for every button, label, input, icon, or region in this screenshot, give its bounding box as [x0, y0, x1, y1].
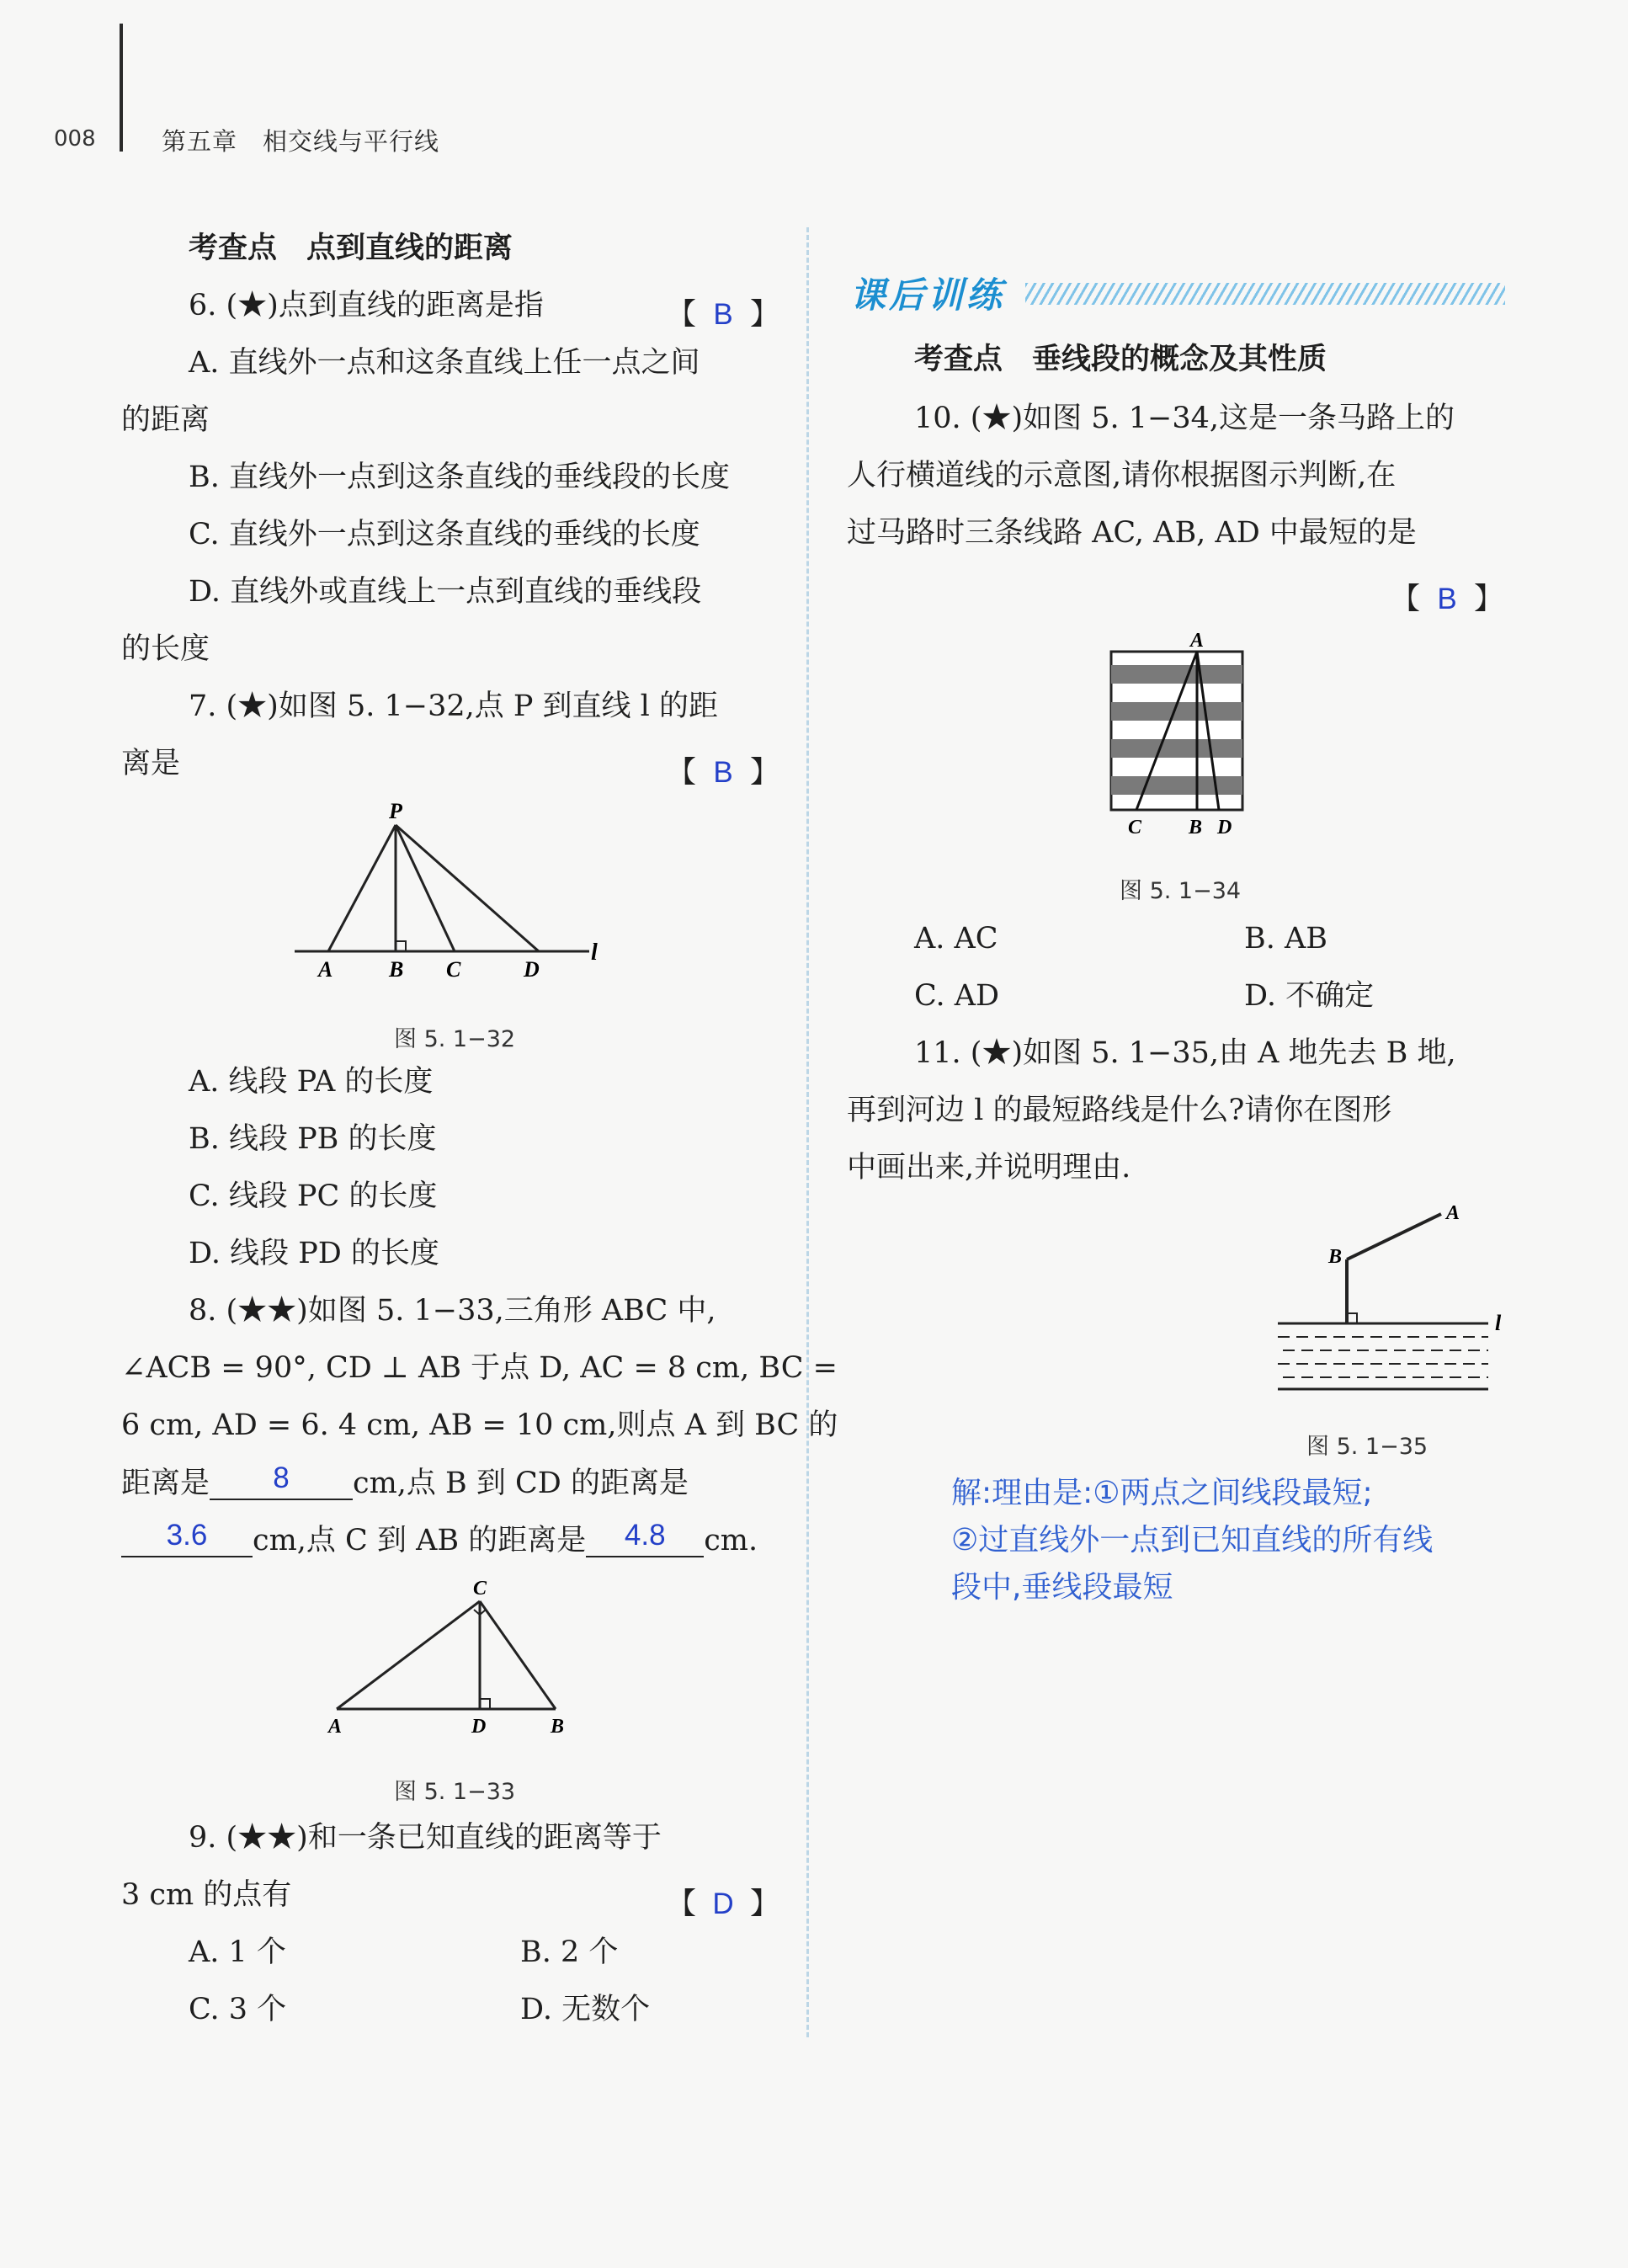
section-heading-distance: 考查点 点到直线的距离: [189, 232, 513, 265]
q6-option-a: A. 直线外一点和这条直线上任一点之间: [189, 346, 700, 380]
q6-answer-bracket: 【 B 】: [667, 298, 780, 332]
q7-option-c: C. 线段 PC 的长度: [189, 1179, 438, 1213]
q7-option-a: A. 线段 PA 的长度: [189, 1065, 434, 1099]
q10-answer-bracket: 【 B 】: [1391, 583, 1504, 616]
q11-solution-line1: 解:理由是:①两点之间线段最短;: [951, 1476, 1373, 1510]
q9-stem-line1: 9. (★★)和一条已知直线的距离等于: [189, 1821, 662, 1855]
q8-blank3[interactable]: [586, 1519, 704, 1557]
after-class-stripe: [1025, 283, 1505, 305]
figure-5-1-32-caption: 图 5. 1−32: [394, 1026, 516, 1052]
page-number: 008: [54, 126, 96, 152]
label-a: A: [1446, 1202, 1460, 1224]
label-c: C: [473, 1578, 487, 1600]
header-rule: [120, 24, 123, 152]
q7-stem-line2: 离是: [121, 747, 181, 780]
figure-5-1-32: [286, 800, 623, 985]
q8-blank2[interactable]: [121, 1519, 253, 1557]
q8-answer3: 4.8: [624, 1519, 666, 1552]
q10-option-b: B. AB: [1244, 922, 1327, 956]
q7-option-d: D. 线段 PD 的长度: [189, 1237, 439, 1270]
q6-answer: B: [713, 298, 733, 331]
q11-stem-line3: 中画出来,并说明理由.: [847, 1151, 1131, 1185]
label-p: P: [389, 800, 402, 823]
label-d: D: [471, 1716, 487, 1738]
q6-stem: 6. (★)点到直线的距离是指: [189, 289, 544, 322]
section-heading-perpendicular: 考查点 垂线段的概念及其性质: [914, 343, 1327, 376]
label-b: B: [1189, 817, 1203, 839]
q8-blank1[interactable]: [210, 1461, 353, 1500]
figure-5-1-33: [311, 1574, 581, 1743]
q10-stem-line2: 人行横道线的示意图,请你根据图示判断,在: [847, 459, 1397, 492]
q9-answer: D: [712, 1887, 734, 1920]
label-l: l: [591, 940, 598, 966]
label-c: C: [1128, 817, 1142, 839]
q9-option-b: B. 2 个: [520, 1935, 619, 1969]
label-a: A: [328, 1716, 343, 1738]
q6-option-c: C. 直线外一点到这条直线的垂线的长度: [189, 518, 700, 551]
q9-answer-bracket: 【 D 】: [667, 1887, 780, 1921]
q10-option-c: C. AD: [914, 979, 1000, 1013]
q11-stem-line2: 再到河边 l 的最短路线是什么?请你在图形: [847, 1094, 1392, 1127]
q10-option-d: D. 不确定: [1244, 979, 1375, 1013]
label-b: B: [551, 1716, 565, 1738]
q10-stem-line1: 10. (★)如图 5. 1−34,这是一条马路上的: [914, 402, 1455, 435]
q8-stem-line3: 6 cm, AD = 6. 4 cm, AB = 10 cm,则点 A 到 BC 的: [121, 1408, 838, 1442]
chapter-title: 第五章 相交线与平行线: [162, 127, 440, 156]
q8-answer2: 3.6: [166, 1519, 208, 1552]
crosswalk-stripe: [1111, 739, 1242, 758]
segment-ab: [1347, 1214, 1441, 1259]
q7-stem-line1: 7. (★)如图 5. 1−32,点 P 到直线 l 的距: [189, 689, 718, 723]
label-d: D: [524, 957, 540, 982]
label-b: B: [389, 957, 404, 982]
q8-stem-line5: [121, 1519, 758, 1557]
q9-stem-line2: 3 cm 的点有: [121, 1878, 292, 1912]
segment-pa: [328, 825, 396, 951]
label-l: l: [1495, 1311, 1502, 1335]
column-divider: [806, 227, 809, 2037]
right-angle-mark: [396, 941, 406, 951]
q8-answer1: 8: [273, 1461, 290, 1494]
segment-pc: [396, 825, 455, 951]
figure-5-1-34: [1094, 626, 1263, 845]
q9-option-a: A. 1 个: [189, 1935, 286, 1969]
crosswalk-stripe: [1111, 776, 1242, 795]
figure-5-1-35: [1263, 1199, 1540, 1401]
q8-stem-line2: ∠ACB = 90°, CD ⊥ AB 于点 D, AC = 8 cm, BC =: [121, 1351, 838, 1385]
q6-option-d-cont: 的长度: [121, 632, 210, 666]
q10-answer: B: [1437, 583, 1457, 615]
q11-solution-line3: 段中,垂线段最短: [951, 1570, 1173, 1605]
q10-stem-line3: 过马路时三条线路 AC, AB, AD 中最短的是: [847, 516, 1417, 550]
q9-option-c: C. 3 个: [189, 1993, 287, 2026]
figure-5-1-35-caption: 图 5. 1−35: [1306, 1434, 1428, 1460]
label-d: D: [1217, 817, 1232, 839]
q9-option-d: D. 无数个: [520, 1993, 651, 2026]
q7-answer-bracket: 【 B 】: [667, 756, 780, 790]
q8-line4-pre: 距离是: [121, 1467, 210, 1500]
segment-ac: [337, 1601, 480, 1709]
q8-line5-post: cm.: [704, 1524, 758, 1557]
label-b: B: [1328, 1246, 1343, 1268]
right-angle-mark-d: [480, 1699, 490, 1709]
q6-option-b: B. 直线外一点到这条直线的垂线段的长度: [189, 461, 730, 494]
segment-bc: [480, 1601, 556, 1709]
q8-stem-line4: [121, 1461, 689, 1500]
label-a: A: [318, 957, 333, 982]
after-class-heading: 课后训练: [850, 274, 1006, 316]
q6-option-a-cont: 的距离: [121, 403, 210, 437]
q11-stem-line1: 11. (★)如图 5. 1−35,由 A 地先去 B 地,: [914, 1036, 1456, 1070]
q11-solution-line2: ②过直线外一点到已知直线的所有线: [951, 1523, 1434, 1557]
label-a: A: [1190, 630, 1205, 652]
q10-option-a: A. AC: [914, 922, 998, 956]
q8-line4-post: cm,点 B 到 CD 的距离是: [353, 1467, 689, 1500]
crosswalk-stripe: [1111, 665, 1242, 684]
figure-5-1-33-caption: 图 5. 1−33: [394, 1779, 516, 1805]
q7-option-b: B. 线段 PB 的长度: [189, 1122, 437, 1156]
segment-pd: [396, 825, 539, 951]
river-water: [1278, 1337, 1488, 1377]
q8-stem-line1: 8. (★★)如图 5. 1−33,三角形 ABC 中,: [189, 1294, 716, 1328]
label-c: C: [446, 957, 461, 982]
figure-5-1-34-caption: 图 5. 1−34: [1120, 878, 1242, 904]
q7-answer: B: [713, 756, 733, 789]
q8-line5-mid: cm,点 C 到 AB 的距离是: [253, 1524, 587, 1557]
q6-option-d: D. 直线外或直线上一点到直线的垂线段: [189, 575, 702, 609]
